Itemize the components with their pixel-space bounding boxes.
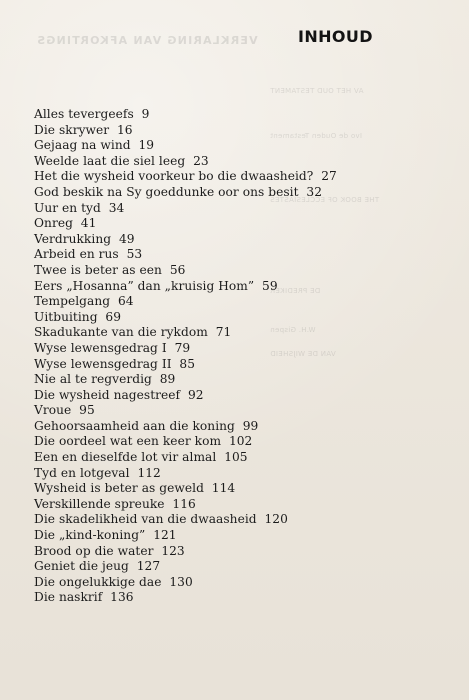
toc-entry-title: Arbeid en rus — [34, 247, 119, 262]
toc-entry-title: Die naskrif — [34, 590, 103, 605]
table-of-contents — [34, 107, 364, 606]
toc-entry-page-number: 136 — [110, 590, 134, 605]
toc-entry-page-number: 41 — [80, 216, 97, 231]
bleed-through-heading: VERKLARING VAN AFKORTINGS — [36, 34, 258, 47]
page-title: INHOUD — [297, 27, 373, 46]
toc-entry-title: Onreg — [34, 216, 73, 231]
toc-entry-page-number: 99 — [242, 418, 259, 433]
toc-entry-title: Het die wysheid voorkeur bo die dwaasheid? — [34, 169, 314, 184]
bleed-through-line: Ivo de Ouden Testament — [270, 132, 363, 140]
toc-entry-page-number: 19 — [138, 138, 155, 153]
toc-entry — [34, 247, 364, 263]
toc-entry — [34, 123, 364, 139]
toc-entry-page-number: 89 — [159, 372, 176, 387]
toc-entry — [34, 185, 364, 201]
toc-entry-page-number: 92 — [187, 387, 204, 402]
toc-entry — [34, 590, 364, 606]
toc-entry — [34, 450, 364, 466]
toc-entry-page-number: 34 — [108, 200, 125, 215]
toc-entry-page-number: 112 — [137, 465, 161, 480]
toc-entry-page-number: 79 — [174, 340, 191, 355]
toc-entry-page-number: 56 — [169, 262, 186, 277]
bleed-through-line: VAN DE WIJSHEID — [270, 350, 336, 358]
toc-entry-page-number: 130 — [169, 574, 193, 589]
toc-entry-title: Gejaag na wind — [34, 138, 131, 153]
toc-entry-page-number: 95 — [79, 403, 95, 418]
toc-entry — [34, 169, 364, 185]
toc-entry-page-number: 64 — [117, 294, 134, 309]
toc-entry-page-number: 49 — [118, 231, 135, 246]
toc-entry-title: Brood op die water — [34, 543, 154, 558]
toc-entry — [34, 388, 364, 404]
toc-entry — [34, 138, 364, 154]
toc-entry — [34, 279, 364, 295]
toc-entry-page-number: 9 — [141, 107, 150, 121]
toc-entry-page-number: 23 — [193, 153, 209, 168]
toc-entry-title: Wyse lewensgedrag II — [34, 356, 172, 371]
toc-entry-title: Nie al te regverdig — [34, 372, 152, 387]
toc-entry-title: Een en dieselfde lot vir almal — [34, 450, 217, 465]
toc-entry-title: Die „kind-koning” — [34, 528, 146, 543]
toc-entry — [34, 575, 364, 591]
toc-entry-page-number: 53 — [126, 247, 143, 262]
toc-entry-page-number: 127 — [136, 559, 161, 574]
toc-entry-page-number: 16 — [117, 122, 133, 137]
toc-entry-title: Uitbuiting — [34, 309, 98, 324]
toc-entry — [34, 528, 364, 544]
toc-entry — [34, 559, 364, 575]
toc-entry — [34, 497, 364, 513]
toc-entry-page-number: 32 — [306, 184, 323, 199]
toc-entry — [34, 216, 364, 232]
toc-entry-title: Tempelgang — [34, 294, 111, 309]
toc-entry-title: Tyd en lotgeval — [34, 465, 130, 480]
toc-entry-title: Weelde laat die siel leeg — [34, 153, 186, 168]
toc-entry — [34, 325, 364, 341]
toc-entry-title: Wyse lewensgedrag I — [34, 340, 167, 355]
bleed-through-line: DE PREDIKER — [270, 287, 321, 295]
bleed-through-line: W.H. Gispen — [270, 326, 316, 334]
toc-entry-page-number: 120 — [264, 512, 288, 527]
toc-entry — [34, 294, 364, 310]
toc-entry — [34, 341, 364, 357]
toc-entry-title: Die skadelikheid van die dwaasheid — [34, 512, 257, 527]
toc-entry-page-number: 85 — [179, 356, 196, 371]
toc-entry-page-number: 123 — [161, 543, 185, 558]
toc-entry-title: Geniet die jeug — [34, 559, 129, 574]
toc-entry — [34, 201, 364, 217]
toc-entry-page-number: 114 — [211, 481, 236, 496]
toc-entry-title: Alles tevergeefs — [34, 107, 134, 121]
toc-entry-title: Gehoorsaamheid aan die koning — [34, 418, 235, 433]
toc-entry-title: Eers „Hosanna” dan „kruisig Hom” — [34, 278, 255, 293]
toc-entry-page-number: 102 — [228, 434, 253, 449]
toc-entry — [34, 154, 364, 170]
bleed-through-line: THE BOOK OF ECCLESIASTES — [270, 196, 380, 204]
toc-entry-title: Twee is beter as een — [34, 262, 162, 277]
toc-entry-title: Verskillende spreuke — [34, 496, 165, 511]
toc-entry — [34, 107, 364, 123]
toc-entry-title: God beskik na Sy goeddunke oor ons besit — [34, 184, 299, 199]
toc-entry — [34, 263, 364, 279]
toc-entry — [34, 357, 364, 373]
bleed-through-line: AV HET OUD TESTAMENT — [270, 87, 364, 95]
toc-entry — [34, 372, 364, 388]
toc-entry — [34, 403, 364, 419]
toc-entry-title: Skadukante van die rykdom — [34, 325, 208, 340]
toc-entry — [34, 481, 364, 497]
toc-entry-title: Wysheid is beter as geweld — [34, 481, 204, 496]
toc-entry-page-number: 27 — [321, 169, 337, 184]
toc-entry-title: Vroue — [34, 403, 72, 418]
toc-entry-page-number: 71 — [215, 325, 232, 340]
toc-entry — [34, 232, 364, 248]
toc-entry-page-number: 59 — [262, 278, 278, 293]
toc-entry-page-number: 116 — [172, 496, 196, 511]
toc-entry-title: Uur en tyd — [34, 200, 101, 215]
toc-entry-page-number: 69 — [105, 309, 122, 324]
toc-entry — [34, 310, 364, 326]
toc-entry — [34, 466, 364, 482]
toc-entry — [34, 544, 364, 560]
toc-entry-title: Die ongelukkige dae — [34, 574, 162, 589]
toc-entry-page-number: 121 — [153, 528, 177, 543]
toc-entry-title: Die skrywer — [34, 122, 110, 137]
toc-entry — [34, 512, 364, 528]
toc-entry — [34, 419, 364, 435]
toc-entry-title: Die wysheid nagestreef — [34, 387, 181, 402]
toc-entry-title: Die oordeel wat een keer kom — [34, 434, 222, 449]
toc-entry — [34, 434, 364, 450]
toc-entry-page-number: 105 — [224, 450, 248, 465]
toc-entry-title: Verdrukking — [34, 231, 112, 246]
